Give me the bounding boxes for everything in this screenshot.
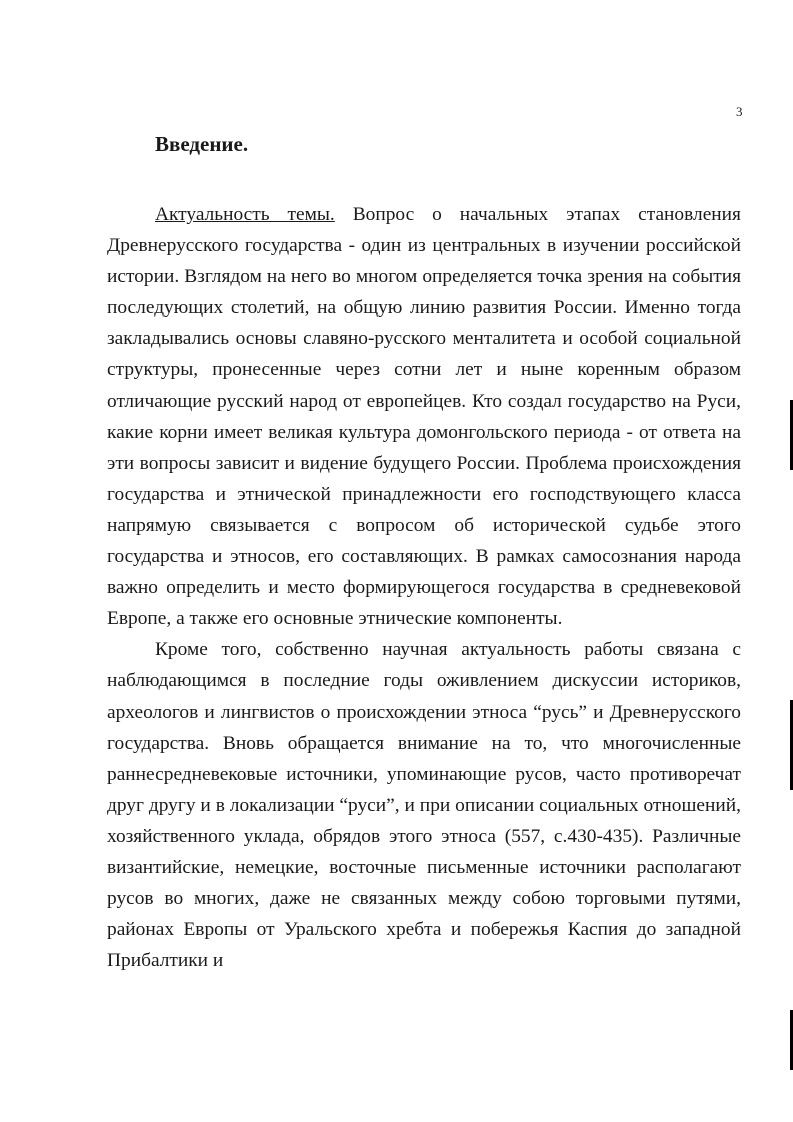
page-number: 3 xyxy=(736,104,743,119)
section-heading: Введение. xyxy=(155,132,249,156)
paragraph-relevance xyxy=(107,199,741,634)
body-text xyxy=(107,199,741,976)
relevance-text: Вопрос о начальных этапах становления Древнерусского государства - один из центральных в изучении российской истории. Взглядом на него во многом определяется точка зрения на события последующих столетий, на общую линию развития России. Именно тогда закладывались основы славяно-русского менталитета и особой социальной структуры, пронесенные через сотни лет и ныне коренным образом отличающие русский народ от европейцев. Кто создал государство на Руси, какие корни имеет великая культура домонгольского периода - от ответа на эти вопросы зависит и видение будущего России. Проблема происхождения государства и этнической принадлежности его господствующего класса напрямую связывается с вопросом об исторической судьбе этого государства и этносов, его составляющих. В рамках самосознания народа важно определить и место формирующегося государства в средневековой Европе, а также его основные этнические компоненты. xyxy=(107,204,741,630)
paragraph-scientific: Кроме того, собственно научная актуальность работы связана с наблюдающимся в последние годы оживлением дискуссии историков, археологов и лингвистов о происхождении этноса “русь” и Древнерусского государства. Вновь обращается внимание на то, что многочисленные раннесредневековые источники, упоминающие русов, часто противоречат друг другу и в локализации “руси”, и при описании социальных отношений, хозяйственного уклада, обрядов этого этноса (557, с.430-435). Различные византийские, немецкие, восточные письменные источники располагают русов во многих, даже не связанных между собою торговыми путями, районах Европы от Уральского хребта и побережья Каспия до западной Прибалтики и xyxy=(107,639,741,972)
relevance-lead: Актуальность темы. xyxy=(155,204,335,225)
